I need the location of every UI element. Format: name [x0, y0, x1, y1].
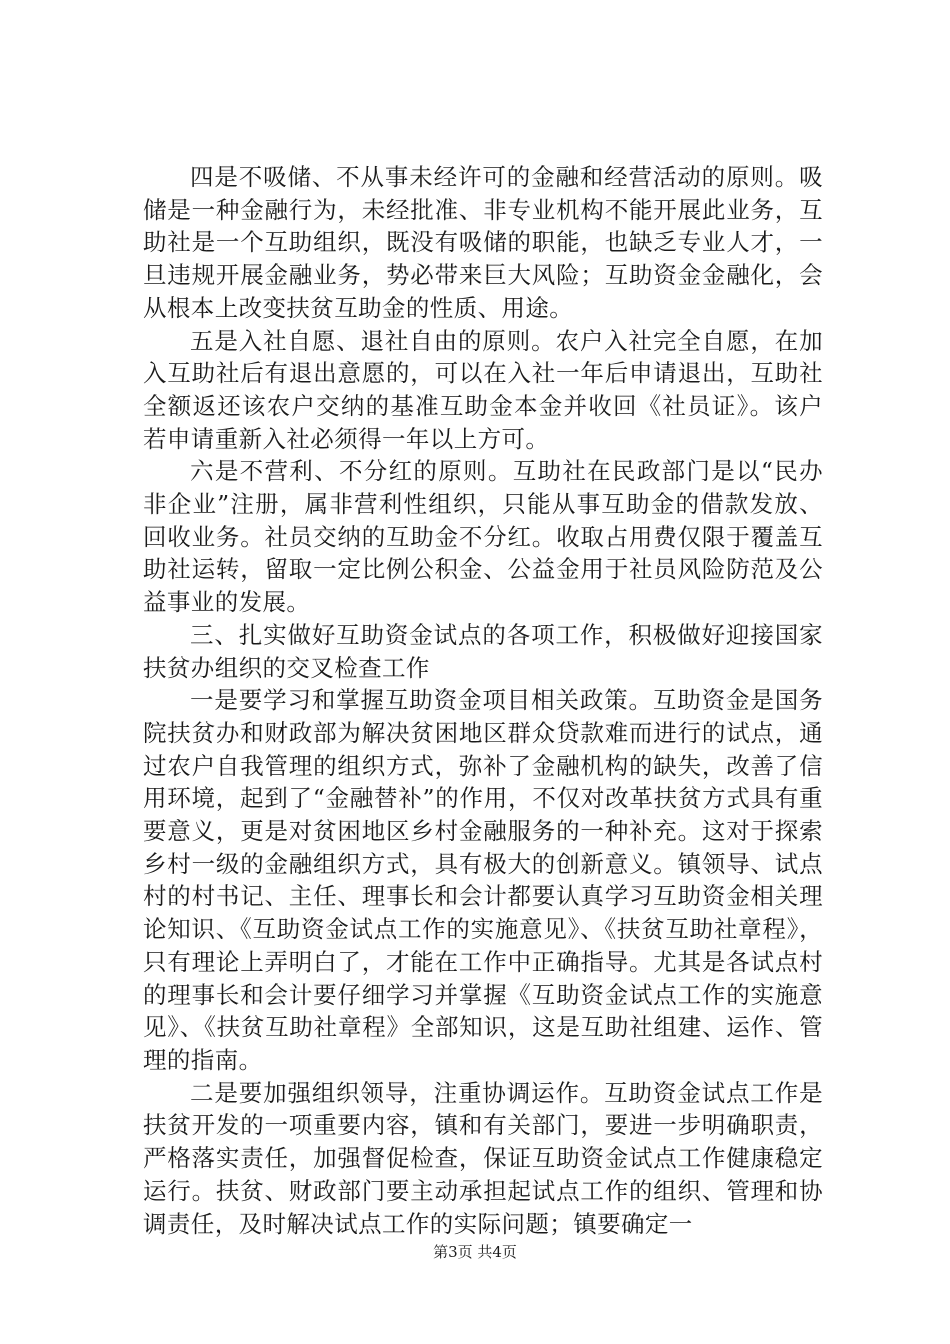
section-heading-three: 三、扎实做好互助资金试点的各项工作，积极做好迎接国家扶贫办组织的交叉检查工作 [143, 620, 823, 682]
paragraph-principle-five: 五是入社自愿、退社自由的原则。农户入社完全自愿，在加入互助社后有退出意愿的，可以在入社一年后申请退出，互助社全额返还该农户交纳的基准互助金本金并收回《社员证》。该户若申请重新入社必须得一年以上方可。 [143, 326, 823, 453]
paragraph-principle-four: 四是不吸储、不从事未经许可的金融和经营活动的原则。吸储是一种金融行为，未经批准、非专业机构不能开展此业务，互助社是一个互助组织，既没有吸储的职能，也缺乏专业人才，一旦违规开展金融业务，势必带来巨大风险；互助资金金融化，会从根本上改变扶贫互助金的性质、用途。 [143, 163, 823, 322]
paragraph-task-one: 一是要学习和掌握互助资金项目相关政策。互助资金是国务院扶贫办和财政部为解决贫困地区群众贷款难而进行的试点，通过农户自我管理的组织方式，弥补了金融机构的缺失，改善了信用环境，起到了“金融替补”的作用，不仅对改革扶贫方式具有重要意义，更是对贫困地区乡村金融服务的一种补充。这对于探索乡村一级的金融组织方式，具有极大的创新意义。镇领导、试点村的村书记、主任、理事长和会计都要认真学习互助资金相关理论知识、《互助资金试点工作的实施意见》、《扶贫互助社章程》，只有理论上弄明白了，才能在工作中正确指导。尤其是各试点村的理事长和会计要仔细学习并掌握《互助资金试点工作的实施意见》、《扶贫互助社章程》全部知识，这是互助社组建、运作、管理的指南。 [143, 686, 823, 1074]
paragraph-principle-six: 六是不营利、不分红的原则。互助社在民政部门是以“民办非企业”注册，属非营利性组织，只能从事互助金的借款发放、回收业务。社员交纳的互助金不分红。收取占用费仅限于覆盖互助社运转，留取一定比例公积金、公益金用于社员风险防范及公益事业的发展。 [143, 457, 823, 617]
page-footer: 第3页 共4页 [433, 1243, 517, 1261]
document-body [143, 161, 823, 1240]
paragraph-task-two: 二是要加强组织领导，注重协调运作。互助资金试点工作是扶贫开发的一项重要内容，镇和有关部门，要进一步明确职责，严格落实责任，加强督促检查，保证互助资金试点工作健康稳定运行。扶贫、财政部门要主动承担起试点工作的组织、管理和协调责任，及时解决试点工作的实际问题；镇要确定一 [143, 1078, 823, 1238]
